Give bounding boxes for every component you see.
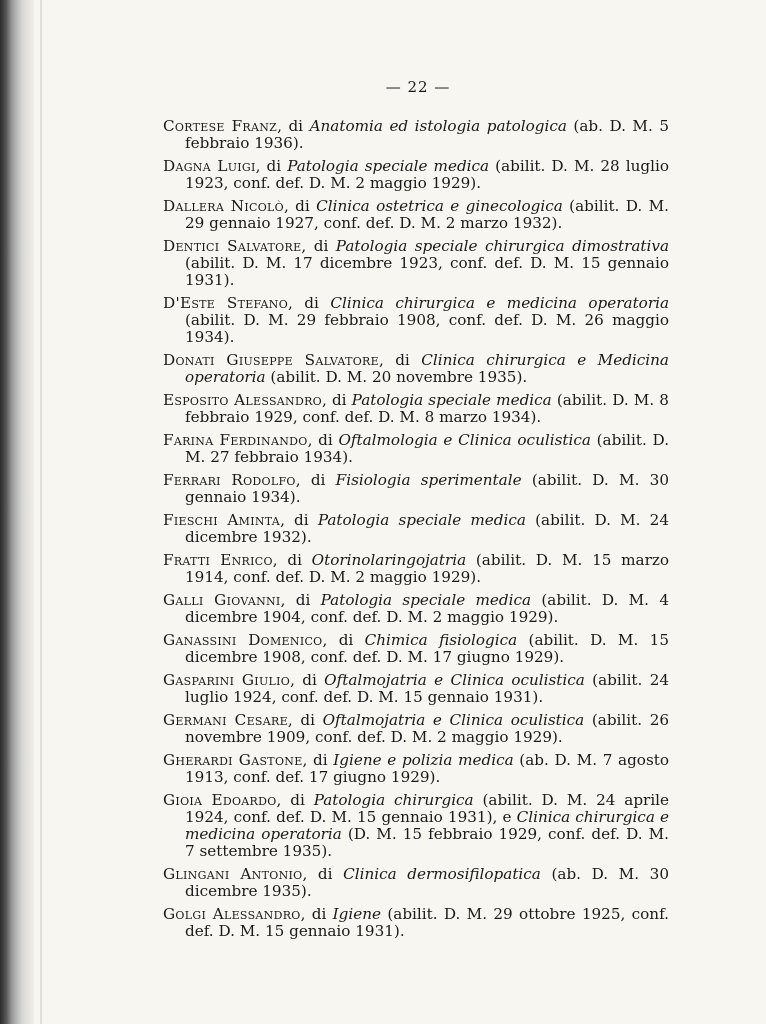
entry-details: (abilit. D. M. 17 dicembre 1923, conf. def. D. M. 15 gennaio 1931).	[185, 254, 669, 289]
entry-field: Patologia speciale chirurgica dimostrativa	[335, 237, 669, 255]
entry-name: Donati Giuseppe Salvatore	[163, 351, 379, 369]
list-item	[163, 392, 669, 426]
entry-name: Fieschi Aminta	[163, 511, 281, 529]
list-item	[163, 866, 669, 900]
list-item	[163, 158, 669, 192]
entry-name: Fratti Enrico	[163, 551, 273, 569]
list-item	[163, 512, 669, 546]
list-item	[163, 712, 669, 746]
entry-name: Esposito Alessandro	[163, 391, 322, 409]
page-fold-line	[40, 0, 42, 1024]
entry-name: Gasparini Giulio	[163, 671, 291, 689]
entry-name: Gioia Edoardo	[163, 791, 277, 809]
entry-details: (abilit. D. M. 24 aprile 1924, conf. def. D. M. 15 gennaio 1931), e	[185, 791, 670, 826]
entry-details: (abilit. 24 luglio 1924, conf. def. D. M. 15 gennaio 1931).	[185, 671, 670, 706]
entry-name: Gherardi Gastone	[163, 751, 303, 769]
entry-name: Dentici Salvatore	[163, 237, 302, 255]
entry-name: Glingani Antonio	[163, 865, 303, 883]
list-item	[163, 552, 669, 586]
entry-name: Ferrari Rodolfo	[163, 471, 296, 489]
list-item	[163, 432, 669, 466]
entry-details: (abilit. D. M. 29 febbraio 1908, conf. def. D. M. 26 maggio 1934).	[185, 311, 669, 346]
entry-details: (abilit. D. M. 29 gennaio 1927, conf. def. D. M. 2 marzo 1932).	[185, 197, 670, 232]
entry-field: Clinica chirurgica e medicina operatoria	[330, 294, 670, 312]
entry-field: Patologia speciale medica	[351, 391, 552, 409]
entry-connector: , di	[276, 791, 314, 809]
list-item	[163, 752, 669, 786]
page-number: — 22 —	[385, 78, 451, 96]
list-item	[163, 592, 669, 626]
entry-connector: , di	[288, 294, 331, 312]
entry-field: Chimica fisiologica	[364, 631, 518, 649]
entry-details: (abilit. 26 novembre 1909, conf. def. D. M. 2 maggio 1929).	[185, 711, 670, 746]
entry-name: Galli Giovanni	[163, 591, 281, 609]
entry-connector: , di	[272, 551, 312, 569]
entry-details: (abilit. D. M. 24 dicembre 1932).	[185, 511, 669, 546]
entry-connector: , di	[302, 865, 344, 883]
entry-details: (abilit. D. M. 15 dicembre 1908, conf. def. D. M. 17 giugno 1929).	[185, 631, 669, 666]
entry-details: (ab. D. M. 5 febbraio 1936).	[185, 117, 669, 152]
entry-connector: , di	[322, 631, 365, 649]
entry-details: (ab. D. M. 30 dicembre 1935).	[185, 865, 669, 900]
entry-field-second: Clinica chirurgica e medicina operatoria	[185, 808, 670, 843]
entry-field: Patologia speciale medica	[317, 511, 526, 529]
entry-connector: , di	[287, 711, 323, 729]
entry-details: (abilit. D. M. 20 novembre 1935).	[265, 368, 528, 386]
entry-field: Igiene e polizia medica	[333, 751, 514, 769]
list-item	[163, 118, 669, 152]
list-item	[163, 472, 669, 506]
list-item	[163, 672, 669, 706]
entry-details-second: (D. M. 15 febbraio 1929, conf. def. D. M. 7 settembre 1935).	[185, 825, 669, 860]
entry-connector: , di	[300, 905, 333, 923]
entry-field: Oftalmojatria e Clinica oculistica	[322, 711, 585, 729]
entry-details: (abilit. D. M. 30 gennaio 1934).	[185, 471, 670, 506]
entry-name: Golgi Alessandro	[163, 905, 301, 923]
entry-name: Cortese Franz	[163, 117, 278, 135]
list-item	[163, 792, 669, 860]
entry-connector: , di	[255, 157, 288, 175]
entry-name: D'Este Stefano	[163, 294, 289, 312]
entry-name: Dagna Luigi	[163, 157, 256, 175]
list-item	[163, 906, 669, 940]
entry-field: Otorinolaringojatria	[311, 551, 467, 569]
book-binding-shadow	[0, 0, 34, 1024]
entry-field: Igiene	[332, 905, 382, 923]
entry-field: Clinica ostetrica e ginecologica	[316, 197, 563, 215]
entry-details: (abilit. D. M. 8 febbraio 1929, conf. def. D. M. 8 marzo 1934).	[185, 391, 669, 426]
entry-details: (abilit. D. M. 27 febbraio 1934).	[185, 431, 670, 466]
entry-name: Ganassini Domenico	[163, 631, 323, 649]
list-item	[163, 295, 669, 346]
entry-connector: , di	[307, 431, 339, 449]
entry-name: Farina Ferdinando	[163, 431, 308, 449]
entry-details: (ab. D. M. 7 agosto 1913, conf. def. 17 giugno 1929).	[185, 751, 669, 786]
list-item	[163, 238, 669, 289]
list-item	[163, 352, 669, 386]
entry-name: Germani Cesare	[163, 711, 288, 729]
entry-field: Patologia chirurgica	[313, 791, 474, 809]
entry-connector: , di	[301, 237, 336, 255]
entry-connector: , di	[378, 351, 422, 369]
list-item	[163, 632, 669, 666]
entry-field: Patologia speciale medica	[320, 591, 532, 609]
entry-name: Dallera Nicolò	[163, 197, 284, 215]
entry-details: (abilit. D. M. 15 marzo 1914, conf. def. D. M. 2 maggio 1929).	[185, 551, 670, 586]
entry-connector: , di	[295, 471, 336, 489]
entry-connector: , di	[277, 117, 310, 135]
entry-field: Fisiologia sperimentale	[335, 471, 522, 489]
entry-field: Clinica dermosifilopatica	[343, 865, 541, 883]
entry-field: Anatomia ed istologia patologica	[309, 117, 567, 135]
entry-details: (abilit. D. M. 4 dicembre 1904, conf. def. D. M. 2 maggio 1929).	[185, 591, 669, 626]
entry-connector: , di	[283, 197, 317, 215]
entry-connector: , di	[280, 511, 318, 529]
list-item	[163, 198, 669, 232]
entry-field: Oftalmologia e Clinica oculistica	[338, 431, 591, 449]
entry-details: (abilit. D. M. 29 ottobre 1925, conf. def. D. M. 15 gennaio 1931).	[185, 905, 669, 940]
entry-connector: , di	[302, 751, 334, 769]
entry-field: Clinica chirurgica e Medicina operatoria	[185, 351, 669, 386]
entry-field: Patologia speciale medica	[287, 157, 490, 175]
entry-details: (abilit. D. M. 28 luglio 1923, conf. def. D. M. 2 maggio 1929).	[185, 157, 669, 192]
entry-connector: , di	[280, 591, 321, 609]
entry-connector: , di	[321, 391, 352, 409]
entry-field: Oftalmojatria e Clinica oculistica	[324, 671, 585, 689]
entry-list	[163, 118, 669, 946]
entry-connector: , di	[290, 671, 325, 689]
